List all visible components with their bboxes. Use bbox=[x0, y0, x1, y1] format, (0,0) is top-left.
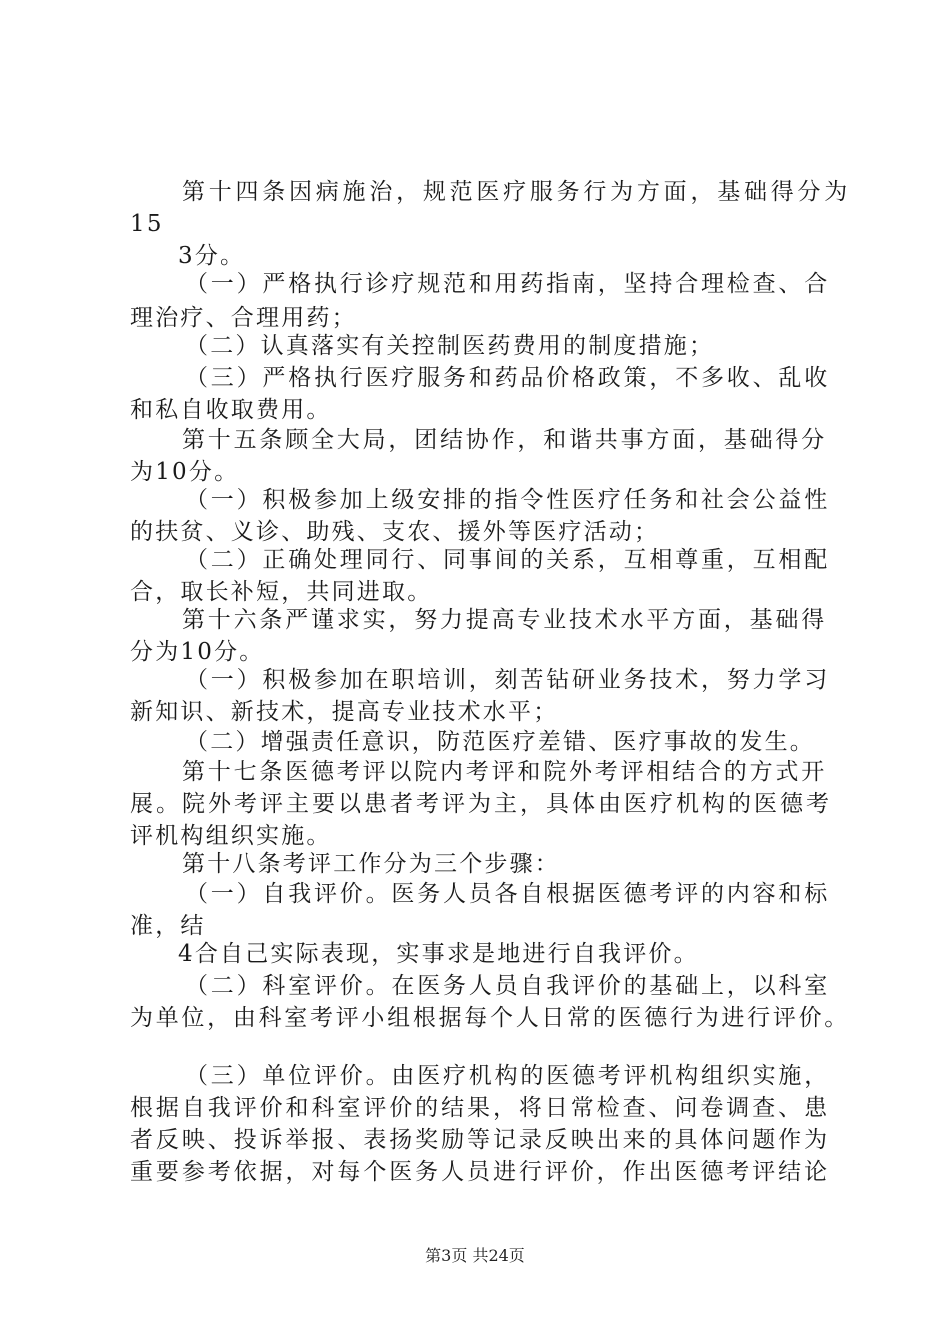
text-line: 4合自己实际表现，实事求是地进行自我评价。 bbox=[178, 941, 699, 967]
text-line: 为单位，由科室考评小组根据每个人日常的医德行为进行评价。 bbox=[130, 1005, 850, 1031]
page-footer: 第3页 共24页 bbox=[425, 1246, 525, 1265]
text-line: 为10分。 bbox=[130, 459, 240, 485]
text-line: （一）积极参加上级安排的指令性医疗任务和社会公益性 bbox=[185, 487, 830, 513]
text-line: 重要参考依据，对每个医务人员进行评价，作出医德考评结论 bbox=[130, 1159, 830, 1185]
text-line: 第十六条严谨求实，努力提高专业技术水平方面，基础得 bbox=[182, 607, 827, 633]
text-line: （二）正确处理同行、同事间的关系，互相尊重，互相配 bbox=[185, 547, 830, 573]
text-line: 展。院外考评主要以患者考评为主，具体由医疗机构的医德考 bbox=[130, 791, 832, 817]
text-line: 合，取长补短，共同进取。 bbox=[130, 579, 433, 605]
text-line: 者反映、投诉举报、表扬奖励等记录反映出来的具体问题作为 bbox=[130, 1127, 830, 1153]
text-line: （二）增强责任意识，防范医疗差错、医疗事故的发生。 bbox=[185, 729, 815, 755]
text-line: （二）认真落实有关控制医药费用的制度措施； bbox=[185, 333, 715, 359]
text-line: （一）积极参加在职培训，刻苦钻研业务技术，努力学习 bbox=[185, 667, 830, 693]
text-line: （一）自我评价。医务人员各自根据医德考评的内容和标 bbox=[185, 881, 830, 907]
text-line: 的扶贫、义诊、助残、支农、援外等医疗活动； bbox=[130, 519, 660, 545]
text-line: 第十八条考评工作分为三个步骤： bbox=[182, 851, 560, 877]
text-line: （三）单位评价。由医疗机构的医德考评机构组织实施， bbox=[185, 1063, 830, 1089]
text-line: （一）严格执行诊疗规范和用药指南，坚持合理检查、合 bbox=[185, 271, 830, 297]
text-line: 和私自收取费用。 bbox=[130, 397, 332, 423]
text-line: 新知识、新技术，提高专业技术水平； bbox=[130, 699, 559, 725]
text-line: 准，结 bbox=[130, 913, 206, 939]
text-line: 第十五条顾全大局，团结协作，和谐共事方面，基础得分 bbox=[182, 427, 827, 453]
text-line: 根据自我评价和科室评价的结果，将日常检查、问卷调查、患 bbox=[130, 1095, 830, 1121]
text-line: 评机构组织实施。 bbox=[130, 823, 332, 849]
text-line: （三）严格执行医疗服务和药品价格政策，不多收、乱收 bbox=[185, 365, 830, 391]
text-line: 第十四条因病施治，规范医疗服务行为方面，基础得分为 bbox=[182, 179, 851, 205]
text-line: 理治疗、合理用药； bbox=[130, 305, 357, 331]
text-line: （二）科室评价。在医务人员自我评价的基础上，以科室 bbox=[185, 973, 830, 999]
text-line: 分为10分。 bbox=[130, 639, 265, 665]
text-line: 3分。 bbox=[178, 243, 246, 269]
text-line: 15 bbox=[130, 211, 164, 237]
text-line: 第十七条医德考评以院内考评和院外考评相结合的方式开 bbox=[182, 759, 827, 785]
